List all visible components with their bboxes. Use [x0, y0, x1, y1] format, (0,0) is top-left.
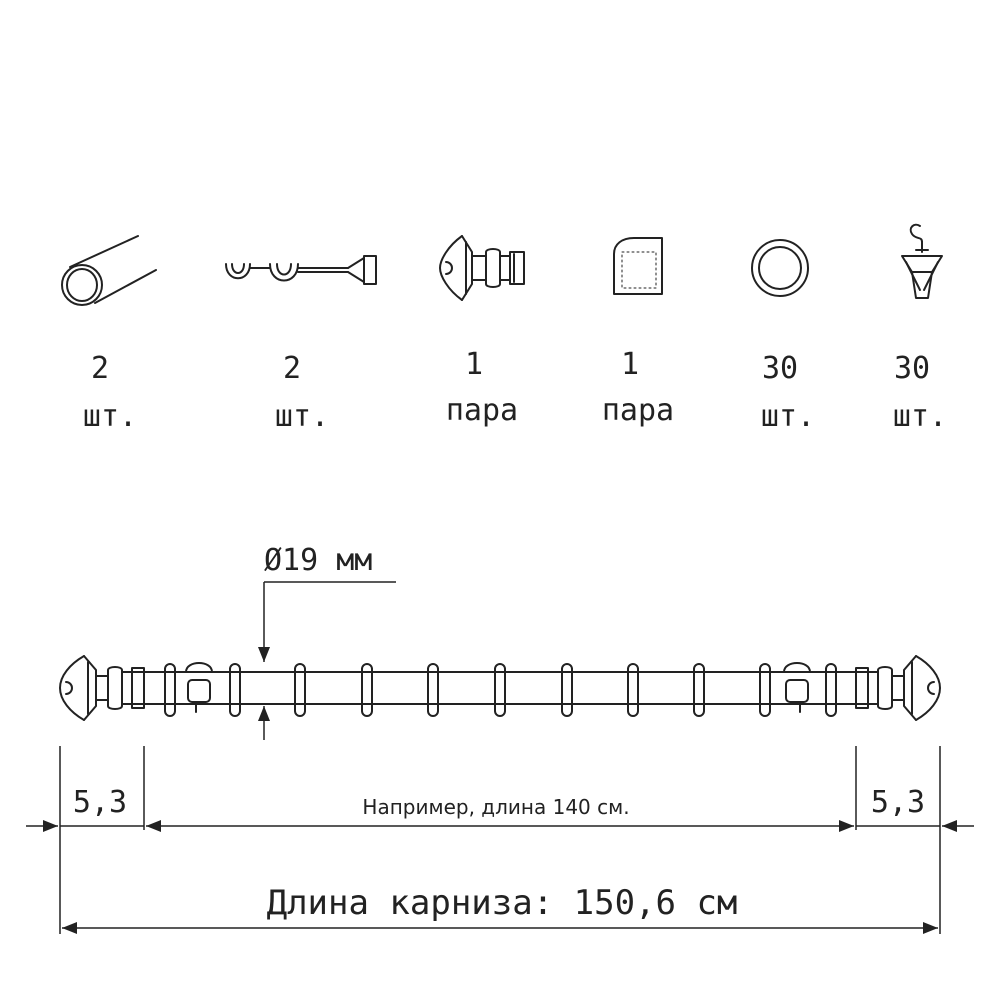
- bracket-icon: [226, 256, 376, 284]
- part-unit: шт.: [82, 399, 138, 434]
- part-count: 30: [893, 351, 931, 386]
- part-unit: пара: [445, 393, 519, 428]
- left-finial: [60, 656, 144, 720]
- assembled-rod: [60, 656, 940, 720]
- right-end-dimension: 5,3: [870, 785, 926, 820]
- tube-icon: [62, 236, 156, 305]
- part-unit: шт.: [274, 399, 330, 434]
- clip-icon: [902, 225, 942, 298]
- end-cap-icon: [614, 238, 662, 294]
- parts-counts: [83, 347, 947, 434]
- ring-icon: [752, 240, 808, 296]
- part-count: 1: [620, 347, 640, 382]
- left-end-dimension: 5,3: [72, 785, 128, 820]
- part-count: 30: [761, 351, 799, 386]
- diameter-label: Ø19 мм: [264, 543, 373, 578]
- part-count: 2: [282, 351, 302, 386]
- part-count: 1: [464, 347, 484, 382]
- middle-length-note: Например, длина 140 см.: [362, 795, 630, 819]
- finial-icon: [440, 236, 524, 300]
- part-unit: шт.: [760, 399, 816, 434]
- part-count: 2: [90, 351, 110, 386]
- right-finial: [856, 656, 940, 720]
- part-unit: пара: [601, 393, 675, 428]
- total-length-label: Длина карниза: 150,6 см: [266, 883, 738, 923]
- part-unit: шт.: [892, 399, 948, 434]
- diameter-callout: [264, 582, 396, 740]
